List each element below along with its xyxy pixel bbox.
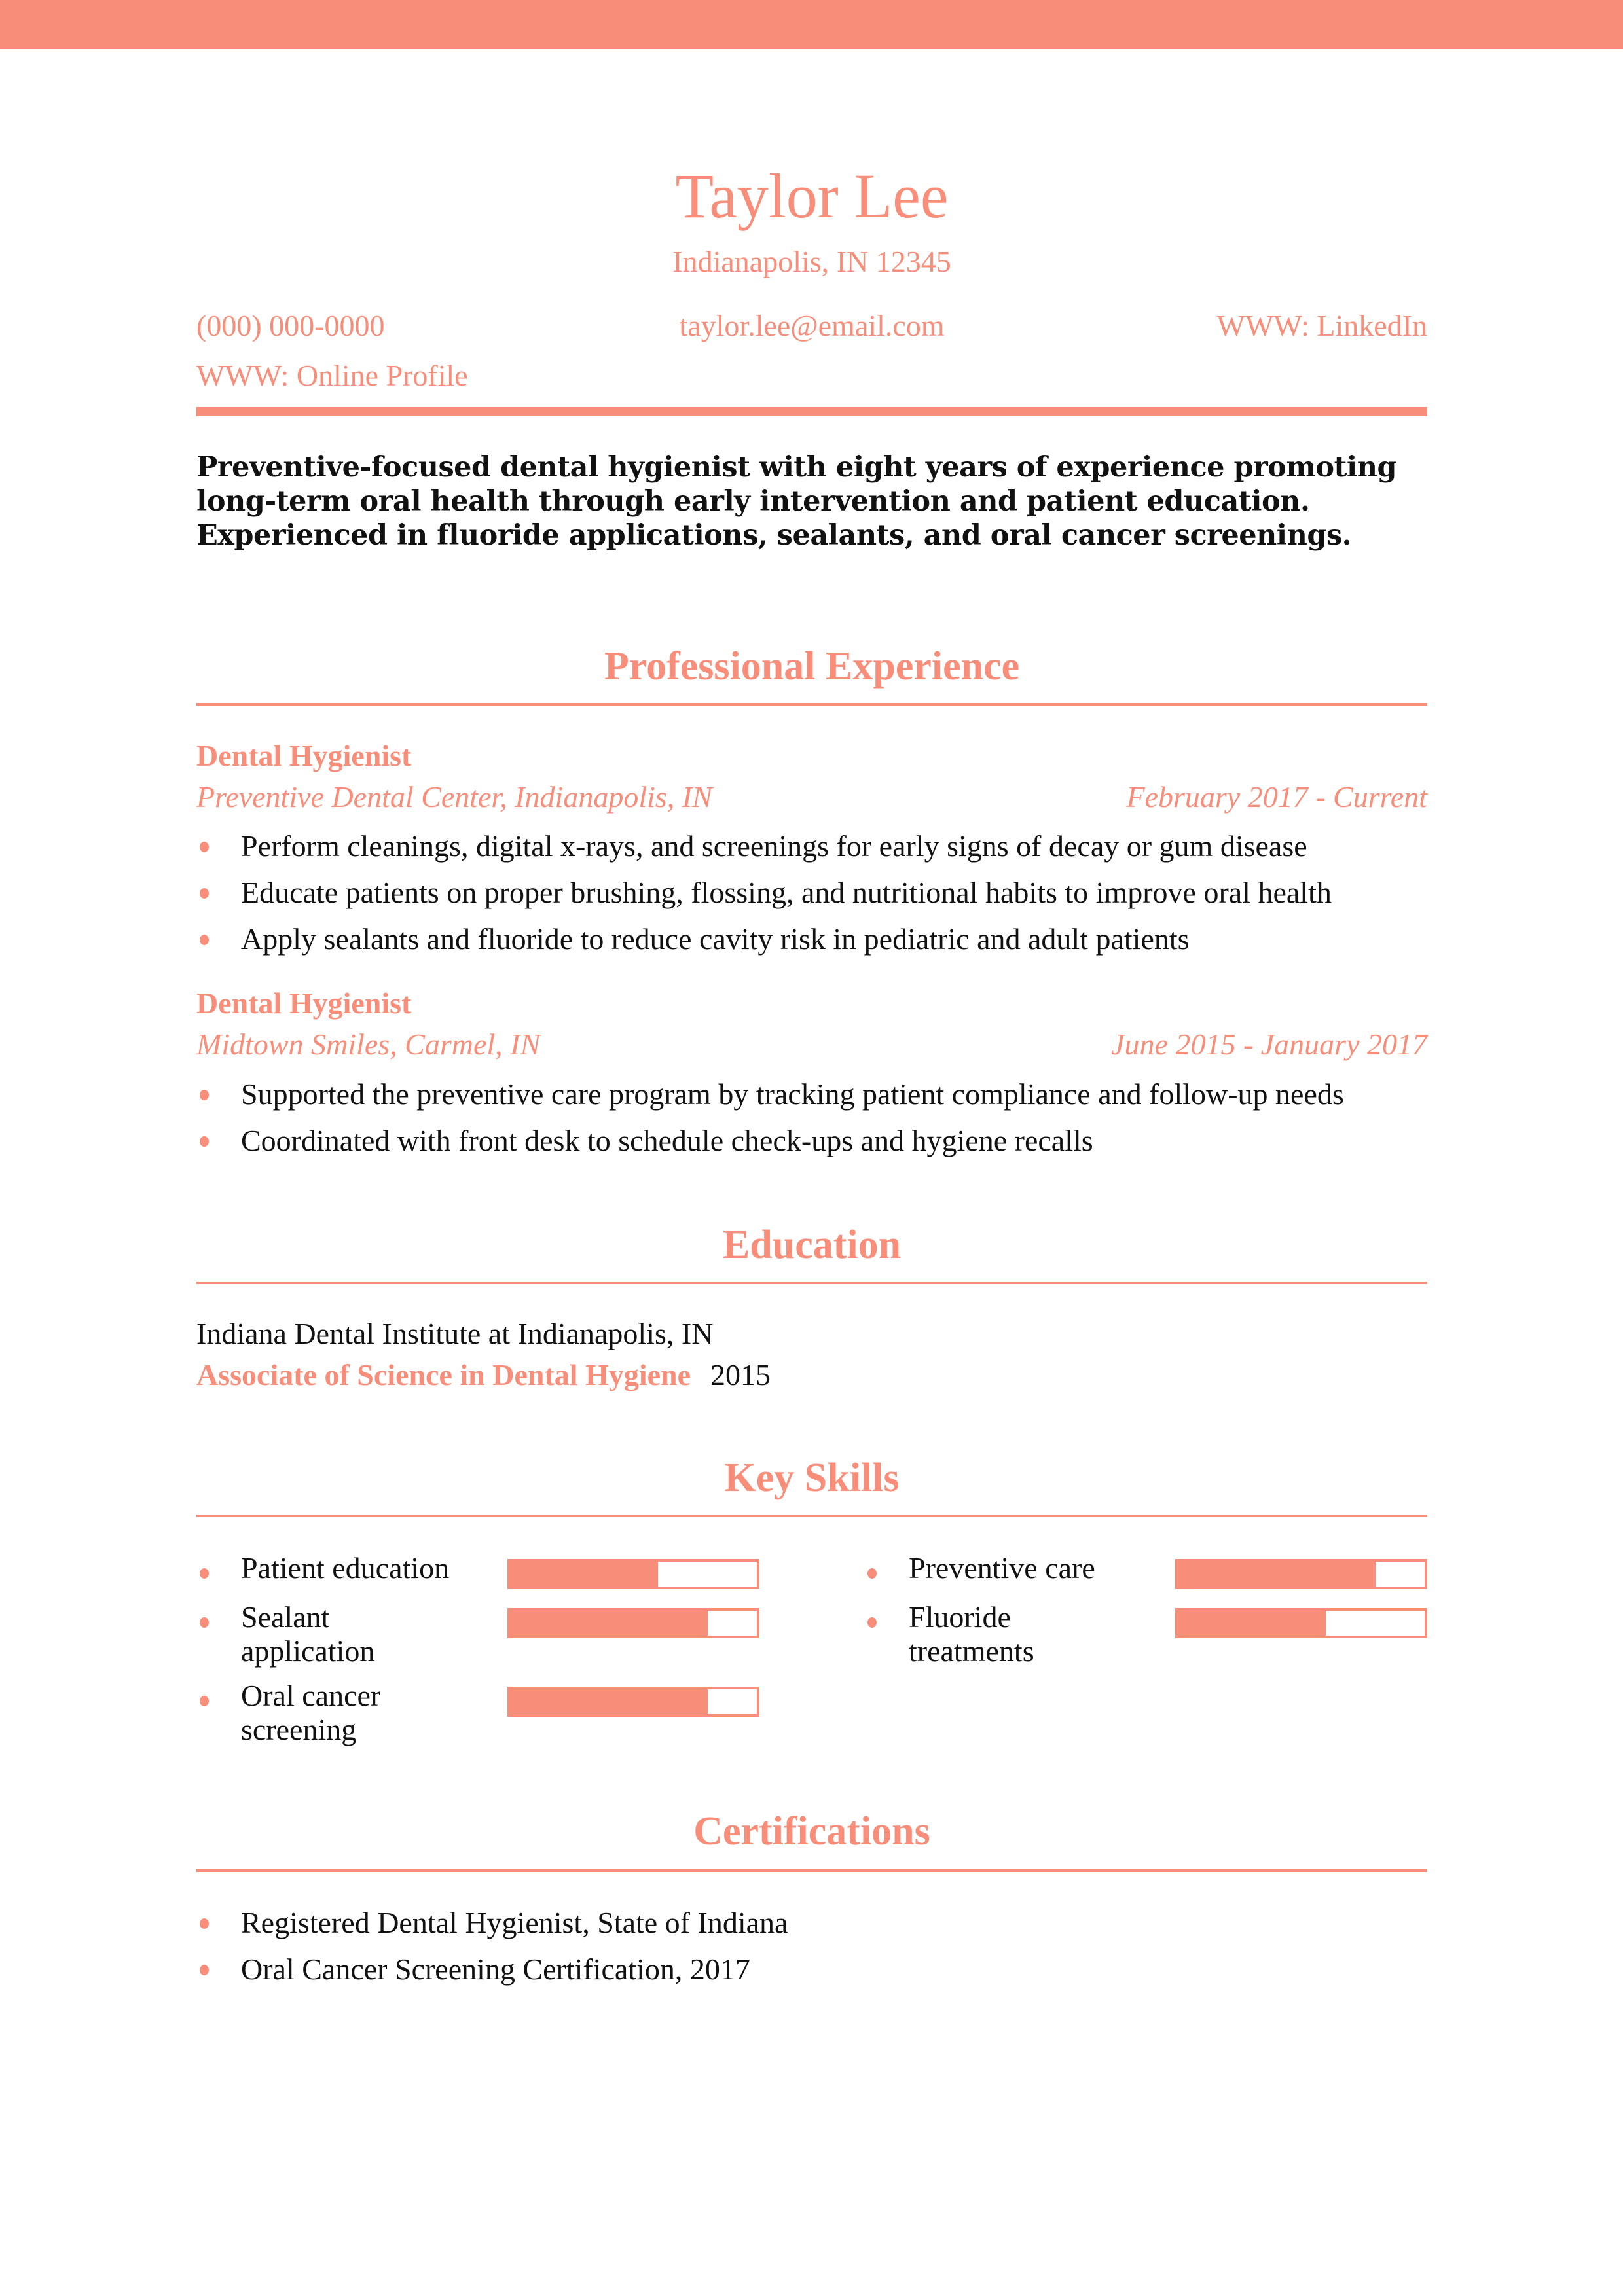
bullet-text: Supported the preventive care program by tracking patient compliance and follow-up needs xyxy=(241,1077,1344,1111)
bullet-icon xyxy=(867,1617,877,1628)
job-title: Dental Hygienist xyxy=(196,739,412,772)
skill-level-bar xyxy=(507,1687,759,1717)
bullet-icon xyxy=(200,1617,209,1628)
section-title-education: Education xyxy=(722,1223,902,1267)
certification-text: Registered Dental Hygienist, State of Indiana xyxy=(241,1906,788,1939)
list-item xyxy=(196,1117,1427,1164)
education-degree-row xyxy=(196,1357,771,1393)
bullet-icon xyxy=(200,1568,209,1579)
candidate-address: Indianapolis, IN 12345 xyxy=(672,245,951,278)
skill-label: Patient education xyxy=(241,1551,450,1585)
list-item xyxy=(196,1071,1427,1117)
skill-label: Preventive care xyxy=(909,1551,1095,1585)
skill-bar-remaining xyxy=(708,1611,757,1636)
section-divider xyxy=(196,1869,1427,1872)
certification-list xyxy=(196,1899,1427,1992)
skill-label: Sealant application xyxy=(241,1600,375,1668)
skill-level-bar xyxy=(1175,1559,1427,1589)
phone-number: (000) 000-0000 xyxy=(196,309,385,342)
skill-level-bar xyxy=(507,1608,759,1638)
bullet-icon xyxy=(200,1965,209,1975)
bullet-icon xyxy=(200,888,209,899)
job-company: Midtown Smiles, Carmel, IN xyxy=(196,1028,541,1061)
job-company: Preventive Dental Center, Indianapolis, IN xyxy=(196,780,712,814)
skill-label: Oral cancer screening xyxy=(241,1679,381,1746)
linkedin-link[interactable]: WWW: LinkedIn xyxy=(1216,309,1427,342)
list-item xyxy=(196,1899,1427,1946)
skill-bar-remaining xyxy=(658,1562,757,1587)
section-title-experience: Professional Experience xyxy=(604,644,1020,689)
skill-level-bar xyxy=(1175,1608,1427,1638)
section-divider xyxy=(196,1282,1427,1284)
bullet-text: Apply sealants and fluoride to reduce cavity risk in pediatric and adult patients xyxy=(241,922,1190,956)
job-bullets xyxy=(196,1071,1427,1164)
top-accent-bar xyxy=(0,0,1623,49)
bullet-icon xyxy=(200,935,209,945)
education-degree: Associate of Science in Dental Hygiene xyxy=(196,1358,691,1391)
professional-summary: Preventive-focused dental hygienist with eight years of experience promoting long-term oral health through early intervention and patient education. Experienced in fluoride applications, sealants, and oral cancer screenings. xyxy=(196,451,1397,552)
job-title: Dental Hygienist xyxy=(196,986,412,1020)
bullet-text: Coordinated with front desk to schedule check-ups and hygiene recalls xyxy=(241,1124,1093,1157)
email-link[interactable]: taylor.lee@email.com xyxy=(679,309,945,342)
section-divider xyxy=(196,1515,1427,1517)
online-profile-link[interactable]: WWW: Online Profile xyxy=(196,359,468,392)
bullet-icon xyxy=(200,842,209,852)
skill-bar-remaining xyxy=(708,1689,757,1714)
bullet-icon xyxy=(200,1918,209,1929)
education-year: 2015 xyxy=(710,1358,771,1391)
certification-text: Oral Cancer Screening Certification, 2017 xyxy=(241,1952,750,1986)
list-item xyxy=(196,1946,1427,1992)
bullet-icon xyxy=(200,1696,209,1706)
list-item xyxy=(196,916,1427,962)
skill-label: Fluoride treatments xyxy=(909,1600,1034,1668)
bullet-text: Perform cleanings, digital x-rays, and screenings for early signs of decay or gum disease xyxy=(241,829,1307,863)
list-item xyxy=(196,869,1427,916)
section-title-skills: Key Skills xyxy=(724,1456,900,1500)
skill-bar-remaining xyxy=(1376,1562,1425,1587)
section-title-certifications: Certifications xyxy=(693,1809,930,1854)
skill-level-bar xyxy=(507,1559,759,1589)
bullet-text: Educate patients on proper brushing, flossing, and nutritional habits to improve oral health xyxy=(241,876,1332,909)
bullet-icon xyxy=(200,1090,209,1100)
skill-bar-remaining xyxy=(1326,1611,1425,1636)
bullet-icon xyxy=(867,1568,877,1579)
list-item xyxy=(196,823,1427,869)
contact-row xyxy=(196,308,1427,344)
bullet-icon xyxy=(200,1136,209,1147)
job-bullets xyxy=(196,823,1427,962)
section-divider xyxy=(196,703,1427,706)
job-dates: February 2017 - Current xyxy=(1126,780,1427,814)
candidate-name: Taylor Lee xyxy=(675,161,949,231)
header-divider xyxy=(196,407,1427,416)
education-school: Indiana Dental Institute at Indianapolis, IN xyxy=(196,1317,714,1350)
job-dates: June 2015 - January 2017 xyxy=(1111,1028,1427,1061)
